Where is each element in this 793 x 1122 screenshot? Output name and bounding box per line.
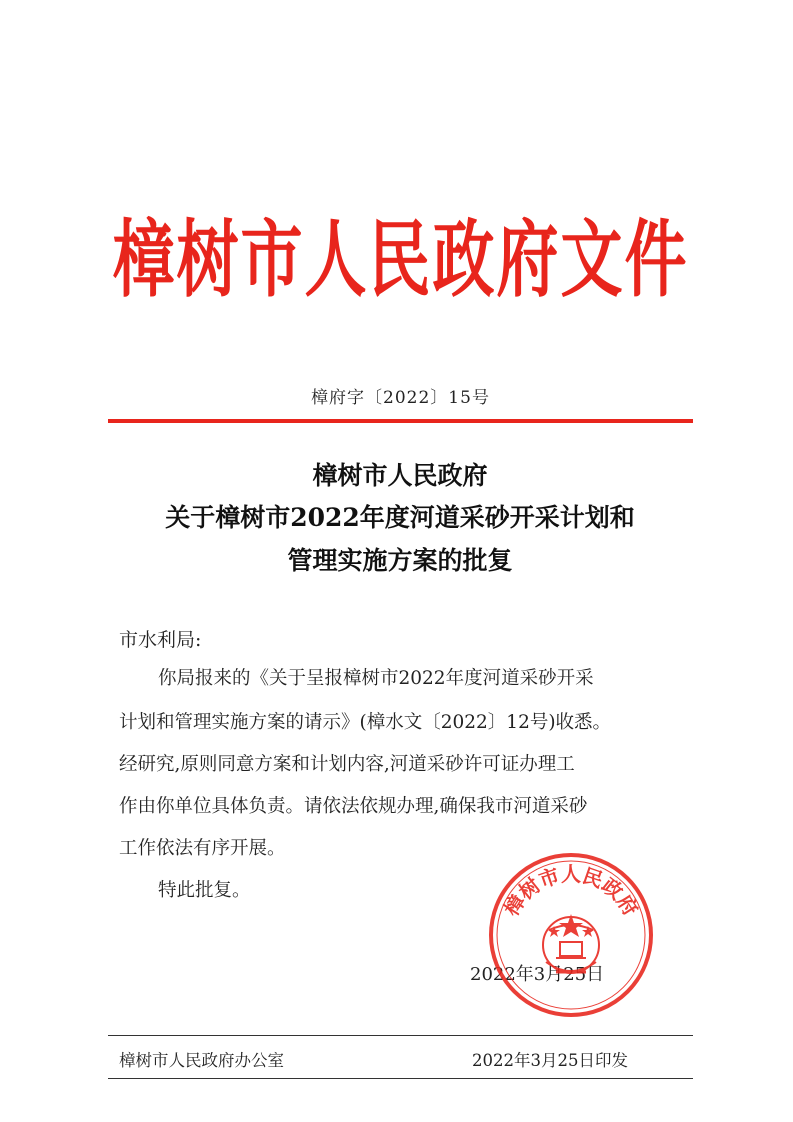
footer-rule-top (108, 1035, 693, 1036)
body-line: 你局报来的《关于呈报樟树市2022年度河道采砂开采 (158, 668, 594, 689)
body-line: 作由你单位具体负责。请依法依规办理,确保我市河道采砂 (119, 796, 588, 817)
official-seal-icon (486, 850, 656, 1020)
salutation: 市水利局: (119, 629, 202, 651)
closing-line: 特此批复。 (158, 880, 251, 901)
footer-rule-bottom (108, 1078, 693, 1079)
seal-text: 樟树市人民政府 (499, 862, 643, 921)
title-line-3: 管理实施方案的批复 (287, 546, 513, 575)
footer-issuer: 樟树市人民政府办公室 (119, 1051, 284, 1070)
masthead: 樟树市人民政府文件 (112, 210, 689, 309)
footer-print-date: 2022年3月25日印发 (472, 1051, 628, 1070)
red-separator (108, 419, 693, 423)
title-line-1: 樟树市人民政府 (312, 461, 488, 490)
title-line-2: 关于樟树市2022年度河道采砂开采计划和 (165, 503, 635, 532)
body-line: 经研究,原则同意方案和计划内容,河道采砂许可证办理工 (119, 754, 575, 775)
body-line: 计划和管理实施方案的请示》(樟水文〔2022〕12号)收悉。 (119, 712, 612, 733)
document-number: 樟府字〔2022〕15号 (311, 388, 490, 408)
signature-date: 2022年3月25日 (470, 964, 605, 985)
body-line: 工作依法有序开展。 (119, 838, 286, 859)
